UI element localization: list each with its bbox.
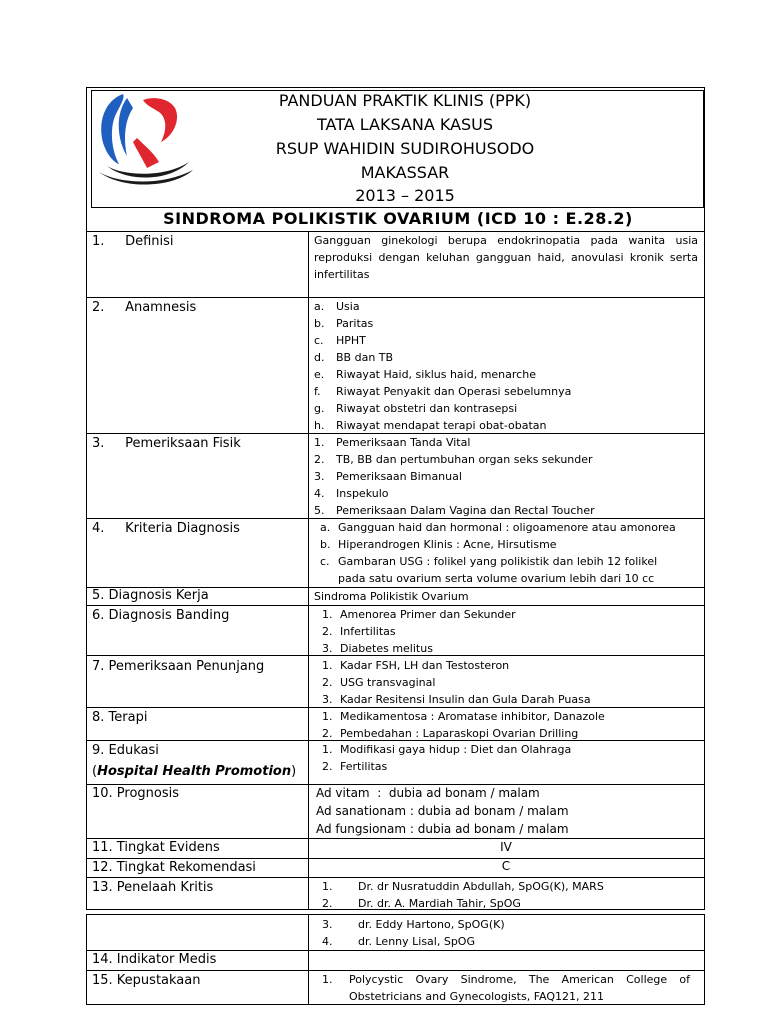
pemeriksaan-fisik-list [314, 434, 595, 519]
list-item: 2. Infertilitas [322, 625, 396, 638]
tingkat-rekomendasi-value: C [501, 859, 511, 873]
label-definisi: 1. Definisi [92, 234, 174, 249]
penelaah-kritis-list [322, 878, 604, 912]
label-anamnesis: 2. Anamnesis [92, 300, 197, 315]
list-item: 4. Inspekulo [314, 487, 389, 500]
header-line-1: PANDUAN PRAKTIK KLINIS (PPK) [278, 91, 532, 110]
list-item: 3. Diabetes melitus [322, 642, 433, 655]
list-item: e. Riwayat Haid, siklus haid, menarche [314, 368, 536, 381]
terapi-list [322, 708, 605, 742]
prognosis-fungsionam: Ad fungsionam : dubia ad bonam / malam [316, 822, 569, 836]
list-item: 3. Kadar Resitensi Insulin dan Gula Darah Puasa [322, 693, 591, 706]
header-line-4: MAKASSAR [360, 163, 450, 182]
label-terapi: 8. Terapi [92, 710, 148, 725]
list-item: 1. Dr. dr Nusratuddin Abdullah, SpOG(K), MARS [322, 880, 604, 893]
label-tingkat-rekomendasi: 12. Tingkat Rekomendasi [92, 860, 256, 875]
list-item: 1. Pemeriksaan Tanda Vital [314, 436, 471, 449]
list-item: 2. TB, BB dan pertumbuhan organ seks sekunder [314, 453, 593, 466]
label-penelaah-kritis: 13. Penelaah Kritis [92, 880, 214, 895]
label-pemeriksaan-penunjang: 7. Pemeriksaan Penunjang [92, 659, 265, 674]
pemeriksaan-penunjang-list [322, 657, 591, 708]
prognosis-sanationam: Ad sanationam : dubia ad bonam / malam [316, 804, 569, 818]
anamnesis-list [314, 298, 571, 434]
list-item: 2. Fertilitas [322, 760, 388, 773]
prognosis-lines [316, 784, 569, 838]
tingkat-evidens-value: IV [500, 840, 512, 854]
list-item: 5. Pemeriksaan Dalam Vagina dan Rectal Toucher [314, 504, 595, 517]
list-item: h. Riwayat mendapat terapi obat-obatan [314, 419, 547, 432]
definisi-text: Gangguan ginekologi berupa endokrinopatia pada wanita usia reproduksi dengan keluhan gangguan haid, anovulasi kronik serta infertilitas [314, 234, 698, 281]
kepustakaan-marker: 1. [322, 973, 333, 986]
list-item: 3. Pemeriksaan Bimanual [314, 470, 462, 483]
list-item: pada satu ovarium serta volume ovarium lebih dari 10 cc [338, 572, 655, 585]
diagnosis-kerja-text: Sindroma Polikistik Ovarium [314, 590, 469, 603]
label-diagnosis-kerja: 5. Diagnosis Kerja [92, 588, 209, 603]
label-tingkat-evidens: 11. Tingkat Evidens [92, 840, 220, 855]
label-edukasi-sub: (Hospital Health Promotion) [92, 764, 297, 779]
list-item: 1. Kadar FSH, LH dan Testosteron [322, 659, 510, 672]
list-item: a. Gangguan haid dan hormonal : oligoamenore atau amonorea [320, 521, 676, 534]
list-item: 1. Amenorea Primer dan Sekunder [322, 608, 516, 621]
label-prognosis: 10. Prognosis [92, 786, 180, 801]
header-line-3: RSUP WAHIDIN SUDIROHUSODO [275, 139, 535, 158]
list-item: 4. dr. Lenny Lisal, SpOG [322, 935, 475, 948]
penelaah-kritis-list-continued [322, 916, 505, 950]
kriteria-diagnosis-list [320, 519, 676, 587]
list-item: 1. Modifikasi gaya hidup : Diet dan Olahraga [322, 743, 572, 756]
label-kriteria-diagnosis: 4. Kriteria Diagnosis [92, 521, 240, 536]
list-item: 2. Dr. dr. A. Mardiah Tahir, SpOG [322, 897, 521, 910]
label-indikator-medis: 14. Indikator Medis [92, 952, 217, 967]
document-title: SINDROMA POLIKISTIK OVARIUM (ICD 10 : E.28.2) [163, 209, 633, 228]
header-line-2: TATA LAKSANA KASUS [316, 115, 494, 134]
list-item: f. Riwayat Penyakit dan Operasi sebelumnya [314, 385, 572, 398]
label-pemeriksaan-fisik: 3. Pemeriksaan Fisik [92, 436, 241, 451]
label-kepustakaan: 15. Kepustakaan [92, 973, 201, 988]
list-item: 2. Pembedahan : Laparaskopi Ovarian Drilling [322, 727, 579, 740]
hospital-logo [93, 90, 201, 190]
list-item: c. Gambaran USG : folikel yang polikistik dan lebih 12 folikel [320, 555, 658, 568]
label-diagnosis-banding: 6. Diagnosis Banding [92, 608, 230, 623]
list-item: g. Riwayat obstetri dan kontrasepsi [314, 402, 518, 415]
label-edukasi: 9. Edukasi [92, 743, 159, 758]
list-item: d. BB dan TB [314, 351, 394, 364]
prognosis-vitam: Ad vitam : dubia ad bonam / malam [316, 786, 540, 800]
list-item: 2. USG transvaginal [322, 676, 436, 689]
list-item: b. Paritas [314, 317, 374, 330]
header-line-5: 2013 – 2015 [355, 186, 455, 205]
edukasi-list [322, 741, 571, 775]
list-item: 1. Medikamentosa : Aromatase inhibitor, Danazole [322, 710, 605, 723]
list-item: 3. dr. Eddy Hartono, SpOG(K) [322, 918, 505, 931]
list-item: c. HPHT [314, 334, 366, 347]
list-item: b. Hiperandrogen Klinis : Acne, Hirsutisme [320, 538, 557, 551]
list-item: a. Usia [314, 300, 360, 313]
kepustakaan-text: Polycystic Ovary Sindrome, The American College of Obstetricians and Gynecologists, FAQ121, 211 [349, 973, 690, 1003]
diagnosis-banding-list [322, 606, 516, 657]
